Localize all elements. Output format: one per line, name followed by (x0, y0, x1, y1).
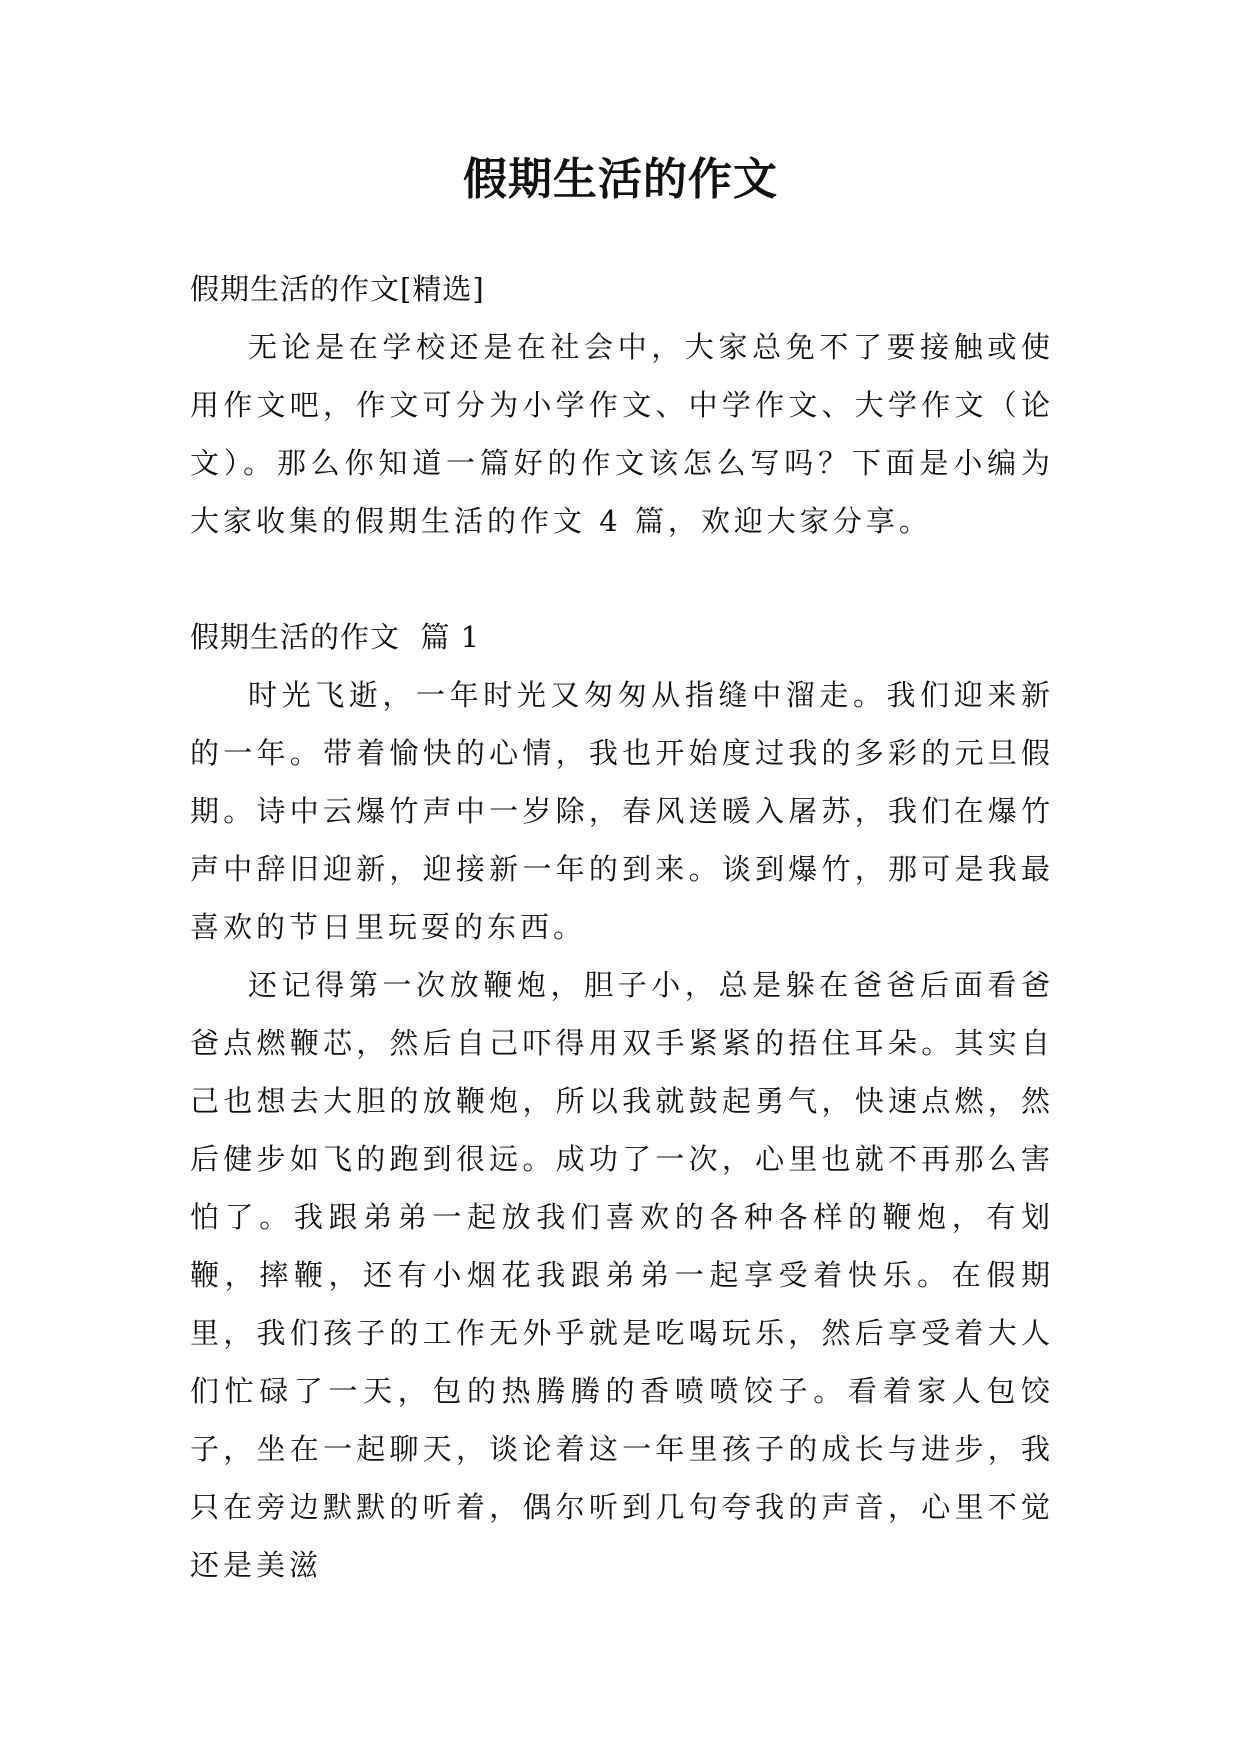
document-title: 假期生活的作文 (463, 154, 778, 205)
document-subtitle: 假期生活的作文[精选] (190, 272, 485, 306)
section-spacer (190, 550, 1054, 608)
section-paragraph: 时光飞逝，一年时光又匆匆从指缝中溜走。我们迎来新的一年。带着愉快的心情，我也开始度过我的多彩的元旦假期。诗中云爆竹声中一岁除，春风送暖入屠苏，我们在爆竹声中辞旧迎新，迎接新一年的到来。谈到爆竹，那可是我最喜欢的节日里玩耍的东西。 (190, 678, 1054, 944)
intro-paragraph: 无论是在学校还是在社会中，大家总免不了要接触或使用作文吧，作文可分为小学作文、中学作文、大学作文（论文）。那么你知道一篇好的作文该怎么写吗？下面是小编为大家收集的假期生活的作文 4 篇，欢迎大家分享。 (190, 330, 1054, 538)
document-body (190, 260, 1054, 1594)
section-paragraph: 还记得第一次放鞭炮，胆子小，总是躲在爸爸后面看爸爸点燃鞭芯，然后自己吓得用双手紧紧的捂住耳朵。其实自己也想去大胆的放鞭炮，所以我就鼓起勇气，快速点燃，然后健步如飞的跑到很远。成功了一次，心里也就不再那么害怕了。我跟弟弟一起放我们喜欢的各种各样的鞭炮，有划鞭，摔鞭，还有小烟花我跟弟弟一起享受着快乐。在假期里，我们孩子的工作无外乎就是吃喝玩乐，然后享受着大人们忙碌了一天，包的热腾腾的香喷喷饺子。看着家人包饺子，坐在一起聊天，谈论着这一年里孩子的成长与进步，我只在旁边默默的听着，偶尔听到几句夸我的声音，心里不觉还是美滋 (190, 968, 1054, 1582)
section-heading: 假期生活的作文 篇 1 (190, 620, 481, 654)
